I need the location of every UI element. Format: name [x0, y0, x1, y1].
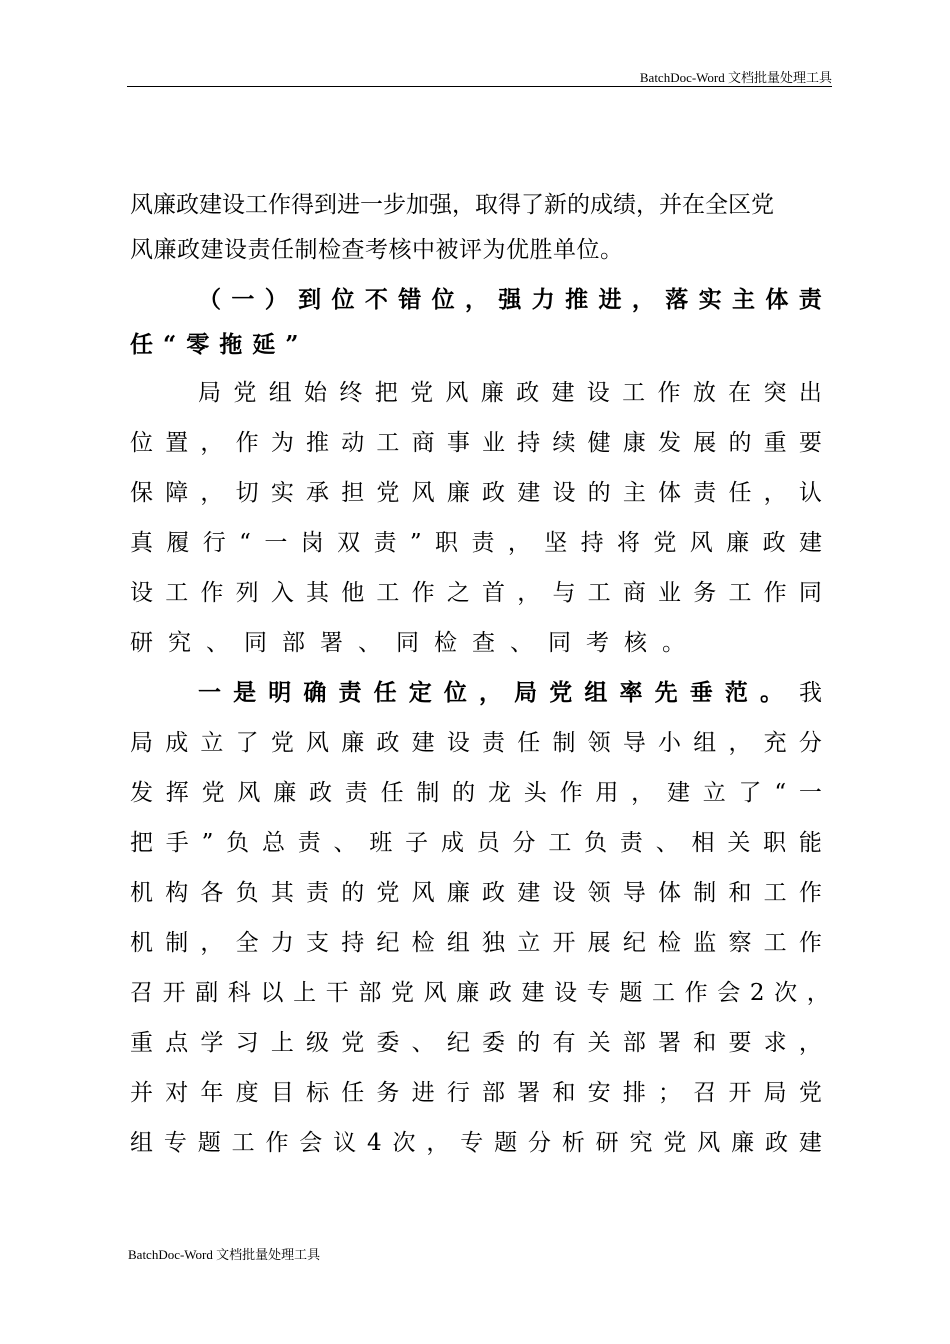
body-line-20: 组 专 题 工 作 会 议 4 次 ， 专 题 分 析 研 究 党 风 廉 政 建 [130, 1130, 822, 1156]
section-heading-line-1: （ 一 ） 到 位 不 错 位 ， 强 力 推 进 ， 落 实 主 体 责 [198, 286, 822, 313]
body-line-2: 风廉政建设责任制检查考核中被评为优胜单位。 [130, 237, 624, 263]
bold-lead-sentence: 一 是 明 确 责 任 定 位 ， 局 党 组 率 先 垂 范 。 [198, 679, 783, 706]
body-line-1: 风廉政建设工作得到进一步加强，取得了新的成绩，并在全区党 [130, 192, 774, 218]
body-line-17: 召 开 副 科 以 上 干 部 党 风 廉 政 建 设 专 题 工 作 会 2 次 ， [130, 980, 830, 1006]
body-line-8: 真 履 行 “ 一 岗 双 责 ” 职 责 ， 坚 持 将 党 风 廉 政 建 [130, 530, 822, 556]
body-line-6: 位 置 ， 作 为 推 动 工 商 事 业 持 续 健 康 发 展 的 重 要 [130, 430, 822, 456]
body-line-16: 机 制 ， 全 力 支 持 纪 检 组 独 立 开 展 纪 检 监 察 工 作 [130, 930, 822, 956]
body-line-11 [198, 678, 822, 708]
body-line-18: 重 点 学 习 上 级 党 委 、 纪 委 的 有 关 部 署 和 要 求 ， [130, 1030, 822, 1056]
body-line-9: 设 工 作 列 入 其 他 工 作 之 首 ， 与 工 商 业 务 工 作 同 [130, 580, 822, 606]
body-line-7: 保 障 ， 切 实 承 担 党 风 廉 政 建 设 的 主 体 责 任 ， 认 [130, 480, 822, 506]
body-line-10: 研究、同部署、同检查、同考核。 [130, 630, 700, 656]
body-line-14: 把 手 ” 负 总 责 、 班 子 成 员 分 工 负 责 、 相 关 职 能 [130, 830, 822, 856]
section-heading-line-2: 任“零拖延” [130, 331, 309, 358]
body-line-13: 发 挥 党 风 廉 政 责 任 制 的 龙 头 作 用 ， 建 立 了 “ 一 [130, 780, 822, 806]
body-line-5: 局 党 组 始 终 把 党 风 廉 政 建 设 工 作 放 在 突 出 [198, 380, 822, 406]
body-line-19: 并 对 年 度 目 标 任 务 进 行 部 署 和 安 排 ； 召 开 局 党 [130, 1080, 822, 1106]
body-line-12: 局 成 立 了 党 风 廉 政 建 设 责 任 制 领 导 小 组 ， 充 分 [130, 730, 822, 756]
page-header-text: BatchDoc-Word 文档批量处理工具 [639, 70, 832, 85]
lead-continuation: 我 [799, 680, 822, 706]
body-line-15: 机 构 各 负 其 责 的 党 风 廉 政 建 设 领 导 体 制 和 工 作 [130, 880, 822, 906]
header-divider [127, 86, 832, 87]
page-footer-text: BatchDoc-Word 文档批量处理工具 [128, 1247, 321, 1262]
